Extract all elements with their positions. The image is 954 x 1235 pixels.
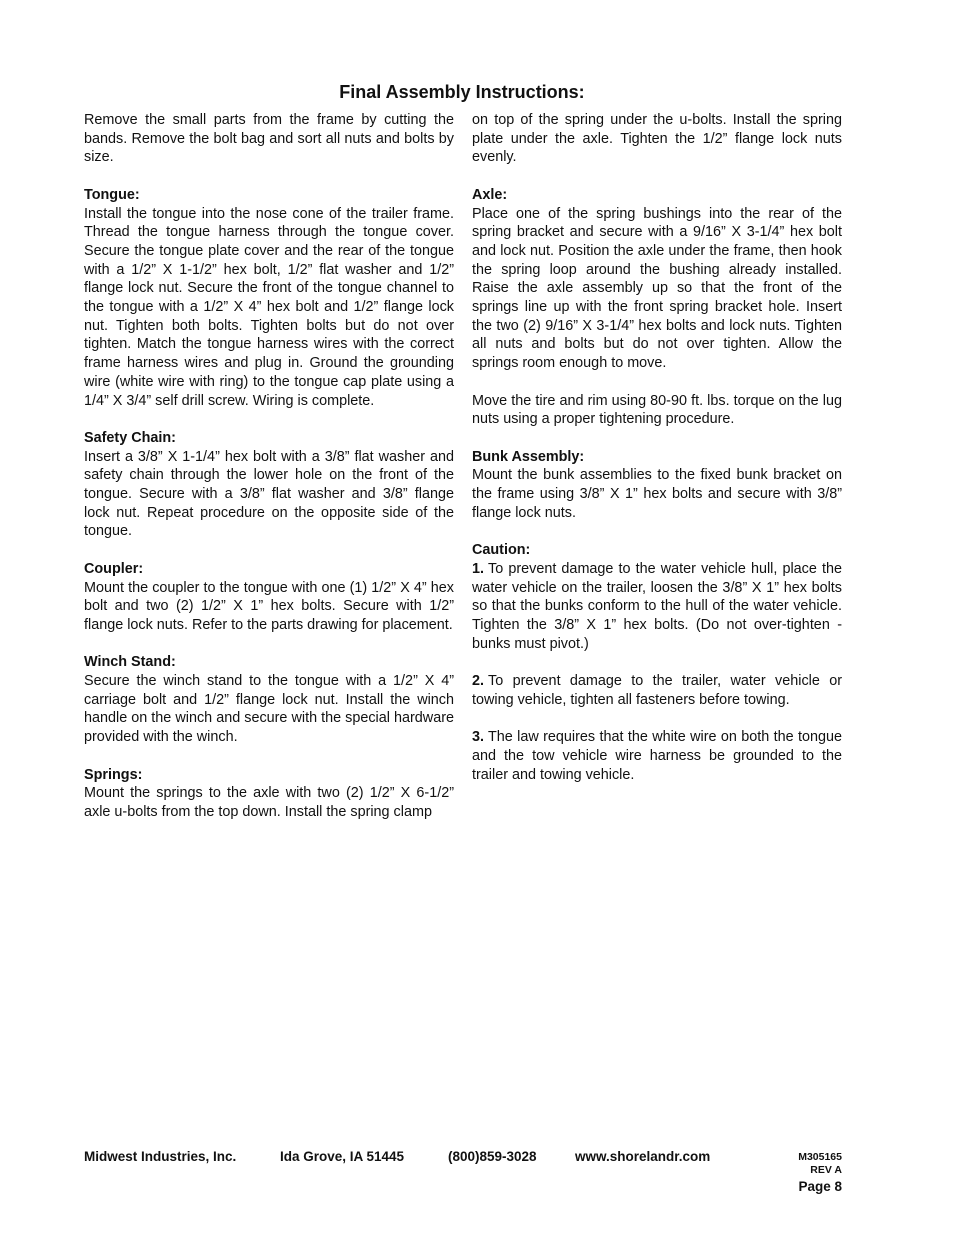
doc-number: M305165 (798, 1151, 842, 1163)
coupler-heading: Coupler: (84, 560, 144, 577)
intro-paragraph: Remove the small parts from the frame by cutting the bands. Remove the bolt bag and sort all nuts and bolts by size. (84, 112, 454, 166)
footer-city: Ida Grove, IA 51445 (280, 1149, 405, 1164)
caution-item (472, 672, 842, 709)
springs-heading: Springs: (84, 766, 143, 783)
caution-item (472, 728, 842, 784)
page-title: Final Assembly Instructions: (339, 82, 585, 102)
springs-continued-paragraph: on top of the spring under the u-bolts. Install the spring plate under the axle. Tighten the 1/2” flange lock nuts evenly. (472, 112, 842, 166)
caution-number: 3. (472, 729, 485, 746)
caution-item (472, 560, 842, 654)
footer-phone: (800)859-3028 (448, 1149, 537, 1164)
safety-chain-heading: Safety Chain: (84, 429, 176, 446)
tongue-heading: Tongue: (84, 186, 140, 203)
axle-paragraph: Place one of the spring bushings into the rear of the spring bracket and secure with a 9/16” X 3-1/4” hex bolt and lock nut. Position the axle under the frame, then hook the spring loop around the bushing already installed. Raise the axle assembly up so that the front of the springs line up with the front spring bracket hole. Insert the two (2) 9/16” X 3-1/4” hex bolts and lock nuts. Tighten all nuts and bolts but do not over tighten. Allow the springs room enough to move. (472, 205, 842, 372)
doc-info (798, 1151, 842, 1177)
footer-company: Midwest Industries, Inc. (84, 1149, 237, 1164)
footer-website: www.shorelandr.com (575, 1149, 711, 1164)
tire-paragraph: Move the tire and rim using 80-90 ft. lbs. torque on the lug nuts using a proper tightening procedure. (472, 392, 842, 428)
page-number: Page 8 (798, 1179, 842, 1194)
caution-number: 2. (472, 673, 485, 690)
right-column (472, 111, 842, 803)
caution-heading: Caution: (472, 542, 531, 559)
page-footer (84, 1149, 842, 1199)
caution-number: 1. (472, 560, 485, 577)
caution-text: To prevent damage to the water vehicle hull, place the water vehicle on the trailer, loosen the 3/8” X 1” hex bolts so that the bunks conform to the hull of the water vehicle. Tighten the 3/8” X 1” hex bolts. (Do not over-tighten - bunks must pivot.) (472, 560, 842, 652)
doc-revision: REV A (810, 1164, 842, 1176)
caution-text: The law requires that the white wire on both the tongue and the tow vehicle wire harness be grounded to the trailer and towing vehicle. (472, 729, 842, 783)
axle-heading: Axle: (472, 186, 508, 203)
springs-paragraph: Mount the springs to the axle with two (2) 1/2” X 6-1/2” axle u-bolts from the top down. Install the spring clamp (84, 785, 454, 820)
left-column (84, 111, 454, 840)
coupler-paragraph: Mount the coupler to the tongue with one (1) 1/2” X 4” hex bolt and two (2) 1/2” X 1” hex bolts. Secure with 1/2” flange lock nuts. Refer to the parts drawing for placement. (84, 579, 454, 633)
safety-chain-paragraph: Insert a 3/8” X 1-1/4” hex bolt with a 3/8” flat washer and safety chain through the lower hole on the front of the tongue. Secure with a 3/8” flat washer and 3/8” flange lock nut. Repeat procedure on the opposite side of the tongue. (84, 448, 454, 540)
winch-stand-paragraph: Secure the winch stand to the tongue with a 1/2” X 4” carriage bolt and 1/2” flange lock nut. Install the winch handle on the winch and secure with the special hardware provided with the winch. (84, 673, 454, 746)
bunk-assembly-paragraph: Mount the bunk assemblies to the fixed bunk bracket on the frame using 3/8” X 1” hex bolts and secure with 3/8” flange lock nuts. (472, 467, 842, 521)
bunk-assembly-heading: Bunk Assembly: (472, 448, 585, 465)
tongue-paragraph: Install the tongue into the nose cone of the trailer frame. Thread the tongue harness through the tongue cover. Secure the tongue plate cover and the rear of the tongue with a 1/2” X 1-1/2” hex bolt, 1/2” flat washer and 1/2” flange lock nut. Secure the front of the tongue channel to the tongue with a 1/2” X 4” hex bolt and 1/2” flange lock nut. Tighten both bolts. Tighten bolts but do not over tighten. Match the tongue harness wires with the correct frame harness wires and plug in. Ground the grounding wire (white wire with ring) to the tongue cap plate using a 1/4” X 3/4” self drill screw. Wiring is complete. (84, 205, 454, 409)
winch-stand-heading: Winch Stand: (84, 654, 176, 671)
caution-text: To prevent damage to the trailer, water vehicle or towing vehicle, tighten all fasteners before towing. (472, 673, 842, 708)
